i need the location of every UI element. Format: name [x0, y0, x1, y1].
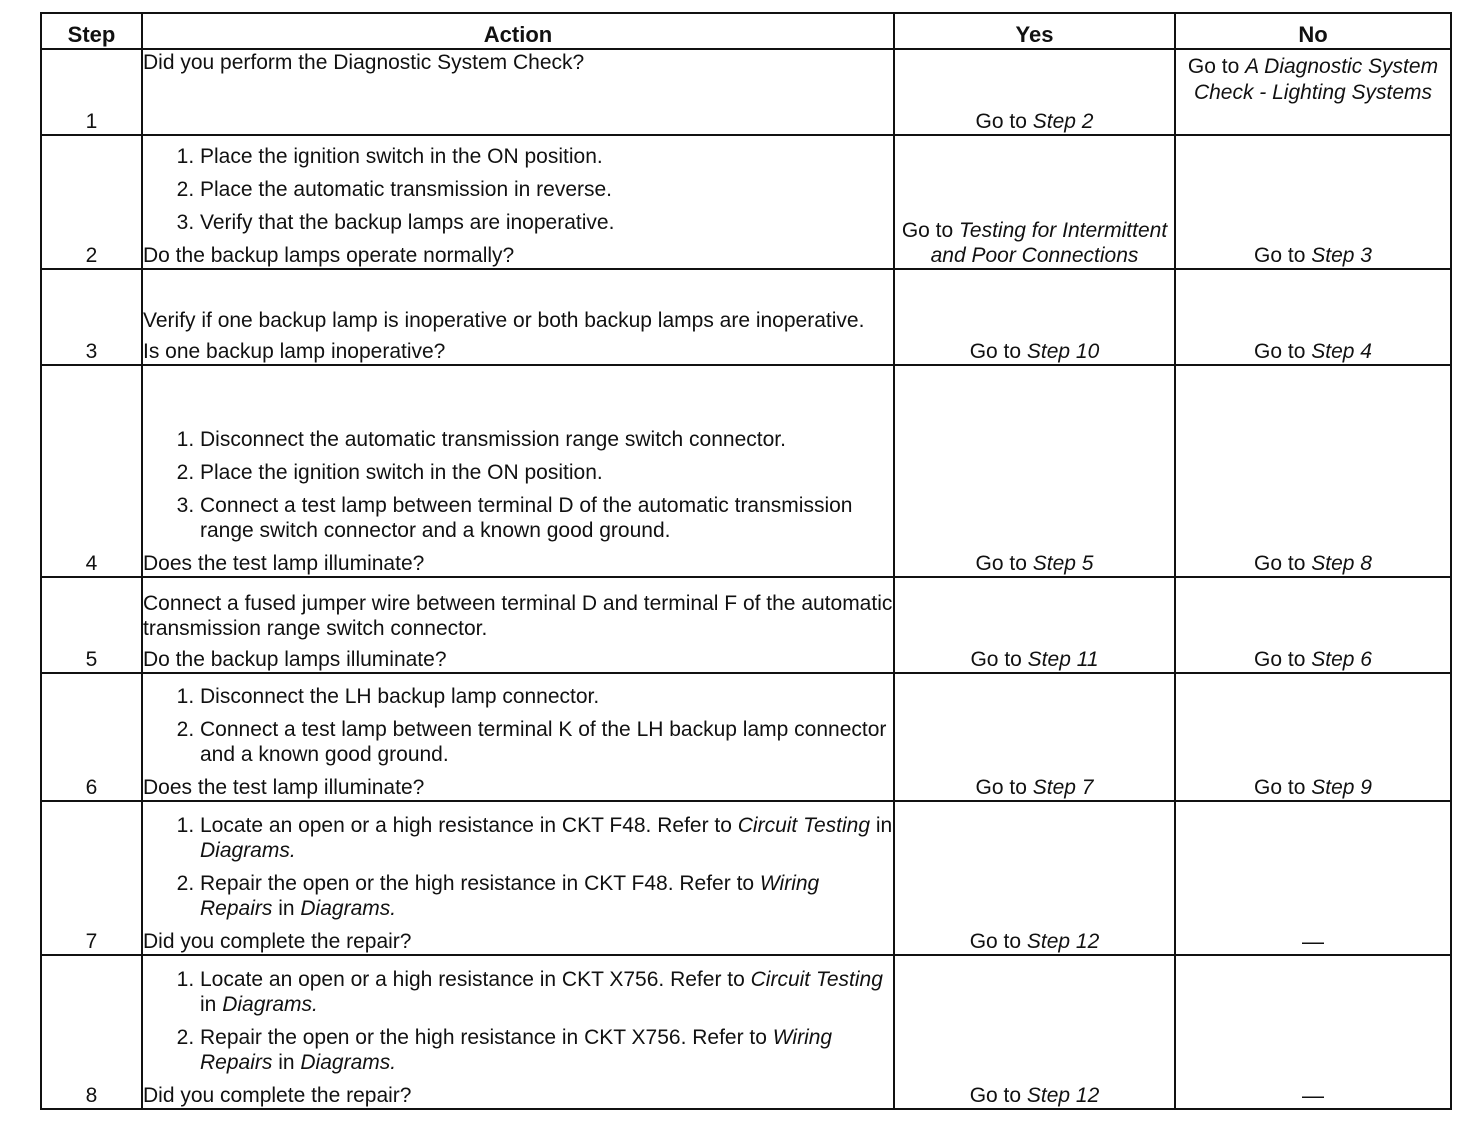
step-number: 1: [41, 49, 142, 135]
action-question: Does the test lamp illuminate?: [143, 776, 425, 799]
yes-cell: [894, 49, 1175, 135]
header-step: Step: [41, 13, 142, 49]
no-cell: [1175, 49, 1451, 135]
no-cell: [1175, 135, 1451, 269]
yes-ref: Step 11: [1027, 648, 1099, 671]
action-list: [143, 813, 893, 921]
action-item: 1. Place the ignition switch in the ON position.: [200, 144, 893, 169]
yes-ref: Step 10: [1026, 340, 1100, 363]
yes-ref: Step 5: [1032, 552, 1094, 575]
action-item: 2. Connect a test lamp between terminal K of the LH backup lamp connector and a known good ground.: [200, 717, 893, 767]
action-list: [143, 684, 893, 767]
action-cell: [142, 801, 894, 955]
action-item-text: Repair the open or the high resistance in CKT F48. Refer to: [200, 872, 760, 895]
yes-prefix: Go to: [969, 1084, 1027, 1107]
no-prefix: Go to: [1187, 55, 1246, 78]
step-number: 8: [41, 955, 142, 1109]
step-number: 4: [41, 365, 142, 577]
action-cell: [142, 673, 894, 801]
no-cell: —: [1175, 955, 1451, 1109]
yes-prefix: Go to: [901, 219, 960, 242]
no-cell: —: [1175, 801, 1451, 955]
diagnostic-table: [40, 12, 1452, 1110]
yes-ref: Step 12: [1026, 930, 1100, 953]
yes-ref: Step 7: [1032, 776, 1094, 799]
action-question: Did you perform the Diagnostic System Check?: [143, 51, 585, 74]
yes-ref: Testing for Intermittent and Poor Connections: [930, 219, 1168, 267]
reference-link: Wiring Repairs: [200, 1026, 833, 1074]
table-row: [41, 801, 1451, 955]
action-intro: Verify if one backup lamp is inoperative or both backup lamps are inoperative.: [143, 309, 865, 332]
action-item-text: in: [200, 993, 223, 1016]
table-row: [41, 49, 1451, 135]
no-prefix: Go to: [1254, 244, 1312, 267]
header-yes: Yes: [894, 13, 1175, 49]
no-prefix: Go to: [1254, 648, 1312, 671]
action-item-text: Locate an open or a high resistance in CKT X756. Refer to: [200, 968, 751, 991]
action-cell: [142, 269, 894, 365]
yes-cell: [894, 365, 1175, 577]
action-cell: [142, 135, 894, 269]
action-item-text: Locate an open or a high resistance in CKT F48. Refer to: [200, 814, 738, 837]
action-list: [143, 144, 893, 235]
yes-cell: [894, 801, 1175, 955]
table-row: [41, 365, 1451, 577]
table-row: [41, 135, 1451, 269]
header-action: Action: [142, 13, 894, 49]
action-item: [200, 967, 893, 1017]
yes-prefix: Go to: [975, 552, 1033, 575]
action-item-text: Repair the open or the high resistance in CKT X756. Refer to: [200, 1026, 773, 1049]
action-question: Did you complete the repair?: [143, 1084, 412, 1107]
action-item: 3. Connect a test lamp between terminal D of the automatic transmission range switch connector and a known good ground.: [200, 493, 893, 543]
reference-link: Wiring Repairs: [200, 872, 820, 920]
no-ref: Step 8: [1311, 552, 1372, 575]
action-item-text: in: [272, 897, 301, 920]
no-ref: Step 9: [1311, 776, 1372, 799]
reference-link: Circuit Testing: [750, 968, 883, 991]
action-question: Is one backup lamp inoperative?: [143, 340, 446, 363]
action-item: [200, 813, 893, 863]
no-prefix: Go to: [1254, 552, 1312, 575]
no-cell: [1175, 365, 1451, 577]
yes-cell: [894, 955, 1175, 1109]
action-list: [143, 427, 893, 543]
action-cell: [142, 365, 894, 577]
yes-prefix: Go to: [970, 648, 1028, 671]
action-item: 1. Disconnect the LH backup lamp connector.: [200, 684, 893, 709]
no-ref: Step 4: [1311, 340, 1372, 363]
header-no: No: [1175, 13, 1451, 49]
action-question: Do the backup lamps operate normally?: [143, 244, 515, 267]
yes-ref: Step 12: [1026, 1084, 1100, 1107]
action-item: [200, 871, 893, 921]
yes-prefix: Go to: [969, 930, 1027, 953]
action-question: Does the test lamp illuminate?: [143, 552, 425, 575]
no-ref: A Diagnostic System Check - Lighting Systems: [1193, 55, 1439, 104]
header-row: [41, 13, 1451, 49]
action-list: [143, 967, 893, 1075]
action-item-text: in: [870, 814, 893, 837]
no-cell: [1175, 673, 1451, 801]
yes-prefix: Go to: [969, 340, 1027, 363]
action-item: 1. Disconnect the automatic transmission range switch connector.: [200, 427, 893, 452]
action-item-text: in: [272, 1051, 301, 1074]
yes-cell: [894, 135, 1175, 269]
table-row: [41, 955, 1451, 1109]
action-cell: [142, 49, 894, 135]
action-intro: Connect a fused jumper wire between terminal D and terminal F of the automatic transmission range switch connector.: [143, 592, 893, 640]
step-number: 2: [41, 135, 142, 269]
yes-prefix: Go to: [975, 776, 1033, 799]
no-prefix: Go to: [1254, 340, 1312, 363]
action-item: [200, 1025, 893, 1075]
no-cell: [1175, 269, 1451, 365]
yes-ref: Step 2: [1032, 110, 1094, 133]
yes-cell: [894, 577, 1175, 673]
table-row: [41, 577, 1451, 673]
reference-link: Diagrams.: [300, 897, 397, 920]
action-cell: [142, 577, 894, 673]
step-number: 7: [41, 801, 142, 955]
reference-link: Diagrams.: [222, 993, 318, 1016]
no-ref: Step 6: [1311, 648, 1372, 671]
table-row: [41, 673, 1451, 801]
reference-link: Diagrams.: [300, 1051, 397, 1074]
no-cell: [1175, 577, 1451, 673]
reference-link: Diagrams.: [200, 839, 296, 862]
action-question: Did you complete the repair?: [143, 930, 412, 953]
no-ref: Step 3: [1311, 244, 1372, 267]
yes-prefix: Go to: [975, 110, 1033, 133]
action-question: Do the backup lamps illuminate?: [143, 648, 447, 671]
step-number: 6: [41, 673, 142, 801]
reference-link: Circuit Testing: [737, 814, 871, 837]
action-item: 2. Place the automatic transmission in reverse.: [200, 177, 893, 202]
action-item: 3. Verify that the backup lamps are inoperative.: [200, 210, 893, 235]
step-number: 3: [41, 269, 142, 365]
yes-cell: [894, 269, 1175, 365]
action-cell: [142, 955, 894, 1109]
no-prefix: Go to: [1254, 776, 1312, 799]
yes-cell: [894, 673, 1175, 801]
step-number: 5: [41, 577, 142, 673]
table-row: [41, 269, 1451, 365]
action-item: 2. Place the ignition switch in the ON position.: [200, 460, 893, 485]
